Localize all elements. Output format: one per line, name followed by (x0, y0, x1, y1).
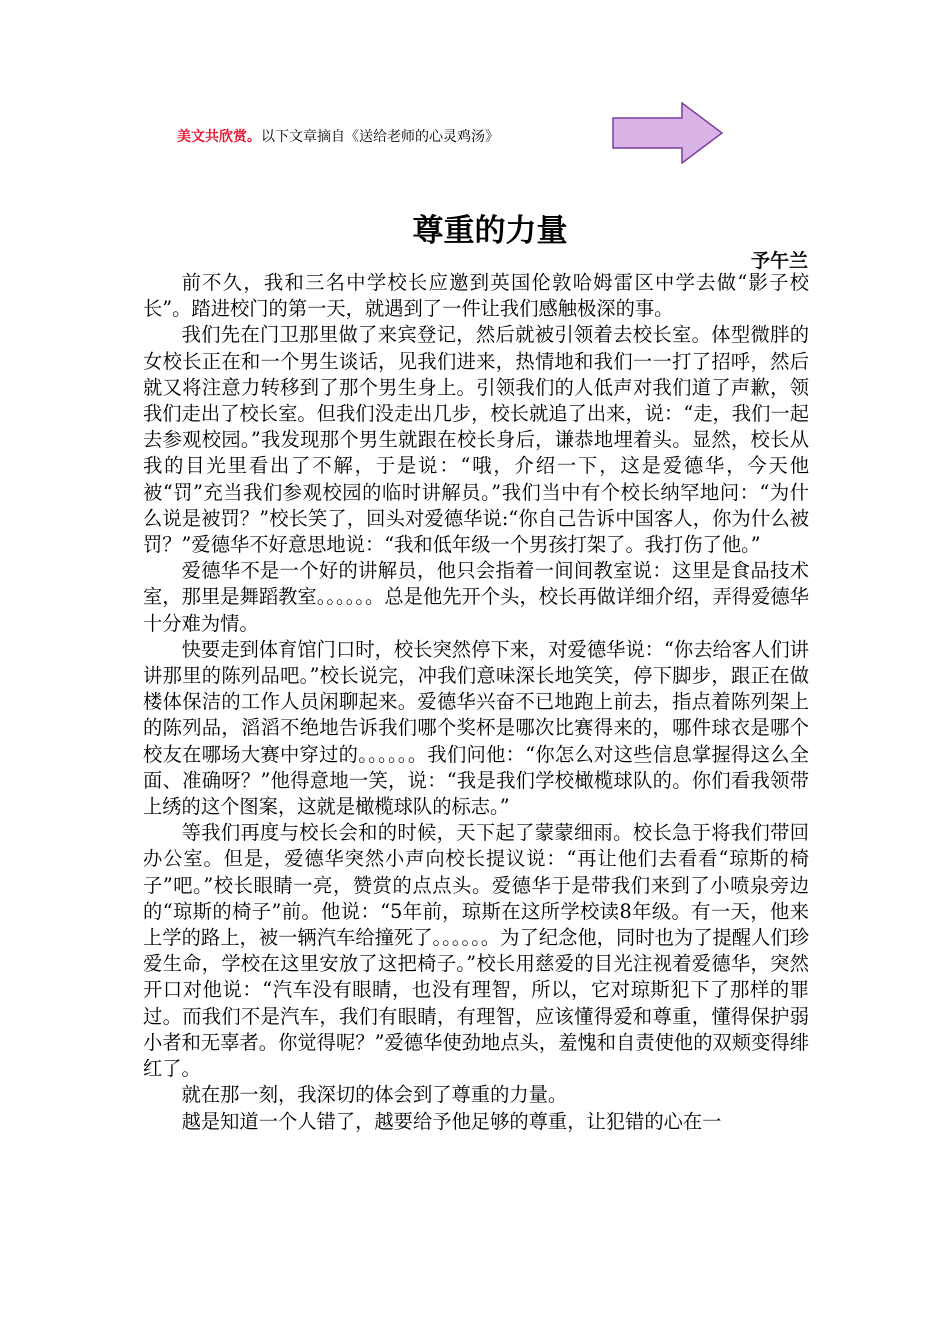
header-source: 以下文章摘自《送给老师的心灵鸡汤》 (261, 129, 499, 145)
paragraph: 越是知道一个人错了，越要给予他足够的尊重，让犯错的心在一 (181, 1109, 722, 1133)
paragraph: 爱德华不是一个好的讲解员，他只会指着一间间教室说：这里是食品技术室，那里是舞蹈教室。。。。。。总是他先开个头，校长再做详细介绍，弄得爱德华十分难为情。 (143, 559, 809, 635)
header-label: 美文共欣赏。 (177, 129, 261, 145)
paragraph: 快要走到体育馆门口时，校长突然停下来，对爱德华说：“你去给客人们讲讲那里的陈列品吧。”校长说完，冲我们意味深长地笑笑，停下脚步，跟正在做楼体保洁的工作人员闲聊起来。爱德华兴奋不已地跑上前去，指点着陈列架上的陈列品，滔滔不绝地告诉我们哪个奖杯是哪次比赛得来的，哪件球衣是哪个校友在哪场大赛中穿过的。。。。。。我们问他：“你怎么对这些信息掌握得这么全面、准确呀？”他得意地一笑，说：“我是我们学校橄榄球队的。你们看我领带上绣的这个图案，这就是橄榄球队的标志。” (143, 637, 809, 819)
article-author: 予午兰 (750, 250, 808, 272)
header-note (177, 126, 499, 146)
article-body (143, 270, 809, 1135)
paragraph: 等我们再度与校长会和的时候，天下起了蒙蒙细雨。校长急于将我们带回办公室。但是，爱德华突然小声向校长提议说：“再让他们去看看“琼斯的椅子”吧。”校长眼睛一亮，赞赏的点点头。爱德华于是带我们来到了小喷泉旁边的“琼斯的椅子”前。他说：“5年前，琼斯在这所学校读8年级。有一天，他来上学的路上，被一辆汽车给撞死了。。。。。。为了纪念他，同时也为了提醒人们珍爱生命，学校在这里安放了这把椅子。”校长用慈爱的目光注视着爱德华，突然开口对他说：“汽车没有眼睛，也没有理智，所以，它对琼斯犯下了那样的罪过。而我们不是汽车，我们有眼睛，有理智，应该懂得爱和尊重，懂得保护弱小者和无辜者。你觉得呢？”爱德华使劲地点头，羞愧和自责使他的双颊变得绯红了。 (143, 821, 809, 1081)
article-title: 尊重的力量 (412, 213, 568, 249)
paragraph: 前不久，我和三名中学校长应邀到英国伦敦哈姆雷区中学去做“影子校长”。踏进校门的第一天，就遇到了一件让我们感触极深的事。 (143, 271, 809, 321)
paragraph: 就在那一刻，我深切的体会到了尊重的力量。 (181, 1083, 568, 1107)
paragraph: 我们先在门卫那里做了来宾登记，然后就被引领着去校长室。体型微胖的女校长正在和一个男生谈话，见我们进来，热情地和我们一一打了招呼，然后就又将注意力转移到了那个男生身上。引领我们的人低声对我们道了声歉，领我们走出了校长室。但我们没走出几步，校长就追了出来，说：“走，我们一起去参观校园。”我发现那个男生就跟在校长身后，谦恭地埋着头。显然，校长从我的目光里看出了不解，于是说：“哦，介绍一下，这是爱德华，今天他被“罚”充当我们参观校园的临时讲解员。”我们当中有个校长纳罕地问：“为什么说是被罚？”校长笑了，回头对爱德华说:“你自己告诉中国客人，你为什么被罚？”爱德华不好意思地说：“我和低年级一个男孩打架了。我打伤了他。” (143, 323, 809, 557)
right-arrow-icon (612, 102, 724, 164)
